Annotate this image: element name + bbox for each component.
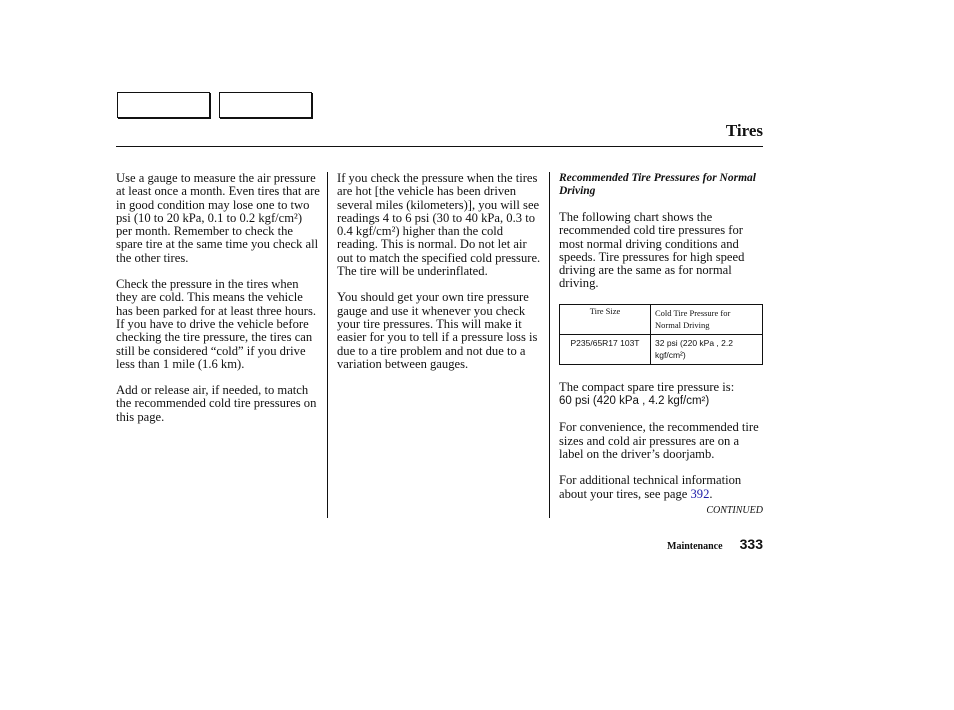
header-divider — [116, 146, 763, 147]
additional-info-period: . — [709, 486, 713, 501]
paragraph-own-gauge: You should get your own tire pressure gauge and use it whenever you check your tire pressures. This will make it easier for you to tell if a pressure loss is due to a tire problem and not due to a variation between gauges. — [337, 290, 538, 371]
subheading-recommended-pressures: Recommended Tire Pressures for Normal Driving — [559, 172, 756, 197]
table-row — [560, 334, 763, 364]
table-header-tire-size: Tire Size — [560, 304, 651, 334]
spare-pressure-value: 60 psi (420 kPa , 4.2 kgf/cm²) — [559, 395, 710, 408]
footer-section-name: Maintenance — [667, 541, 723, 552]
column-1 — [116, 172, 320, 437]
paragraph-doorjamb-label: For convenience, the recommended tire sizes and cold air pressures are on a label on the driver’s doorjamb. — [559, 420, 759, 461]
header-tab-box-2 — [219, 92, 312, 118]
table-header-cold-pressure: Cold Tire Pressure for Normal Driving — [651, 304, 763, 334]
paragraph-add-release-air: Add or release air, if needed, to match the recommended cold tire pressures on this page. — [116, 383, 317, 424]
paragraph-hot-tires: If you check the pressure when the tires are hot [the vehicle has been driven several miles (kilometers)], you will see readings 4 to 6 psi (30 to 40 kPa, 0.3 to 0.4 kgf/cm²) higher than the cold reading. This is normal. Do not let air out to match the specified cold pressure. The tire will be underinflated. — [337, 171, 541, 279]
page-number: 333 — [739, 536, 763, 552]
column-divider-2 — [549, 172, 550, 518]
continued-label: CONTINUED — [706, 505, 763, 516]
page-reference-link[interactable]: 392 — [690, 486, 710, 501]
header-tab-box-1 — [117, 92, 210, 118]
page-title: Tires — [725, 121, 763, 140]
paragraph-spare-pressure — [559, 381, 764, 409]
tire-pressure-table — [559, 304, 763, 365]
additional-info-text: For additional technical information about your tires, see page — [559, 473, 742, 501]
spare-pressure-label: The compact spare tire pressure is: — [559, 379, 735, 394]
column-3 — [559, 172, 764, 514]
table-cell-tire-size: P235/65R17 103T — [560, 334, 651, 364]
table-cell-pressure: 32 psi (220 kPa , 2.2 kgf/cm²) — [651, 334, 763, 364]
paragraph-chart-intro: The following chart shows the recommended cold tire pressures for most normal driving conditions and speeds. Tire pressures for high speed driving are the same as for normal driving. — [559, 210, 745, 291]
column-divider-1 — [327, 172, 328, 518]
table-header-row — [560, 304, 763, 334]
paragraph-additional-info — [559, 474, 764, 501]
paragraph-gauge-monthly: Use a gauge to measure the air pressure at least once a month. Even tires that are in good condition may lose one to two psi (10 to 20 kPa, 0.1 to 0.2 kgf/cm²) per month. Remember to check the spare tire at the same time you check all the other tires. — [116, 171, 320, 265]
paragraph-check-cold: Check the pressure in the tires when they are cold. This means the vehicle has been parked for at least three hours. If you have to drive the vehicle before checking the tire pressure, the tires can still be considered “cold” if you drive less than 1 mile (1.6 km). — [116, 277, 317, 371]
column-2 — [337, 172, 543, 384]
